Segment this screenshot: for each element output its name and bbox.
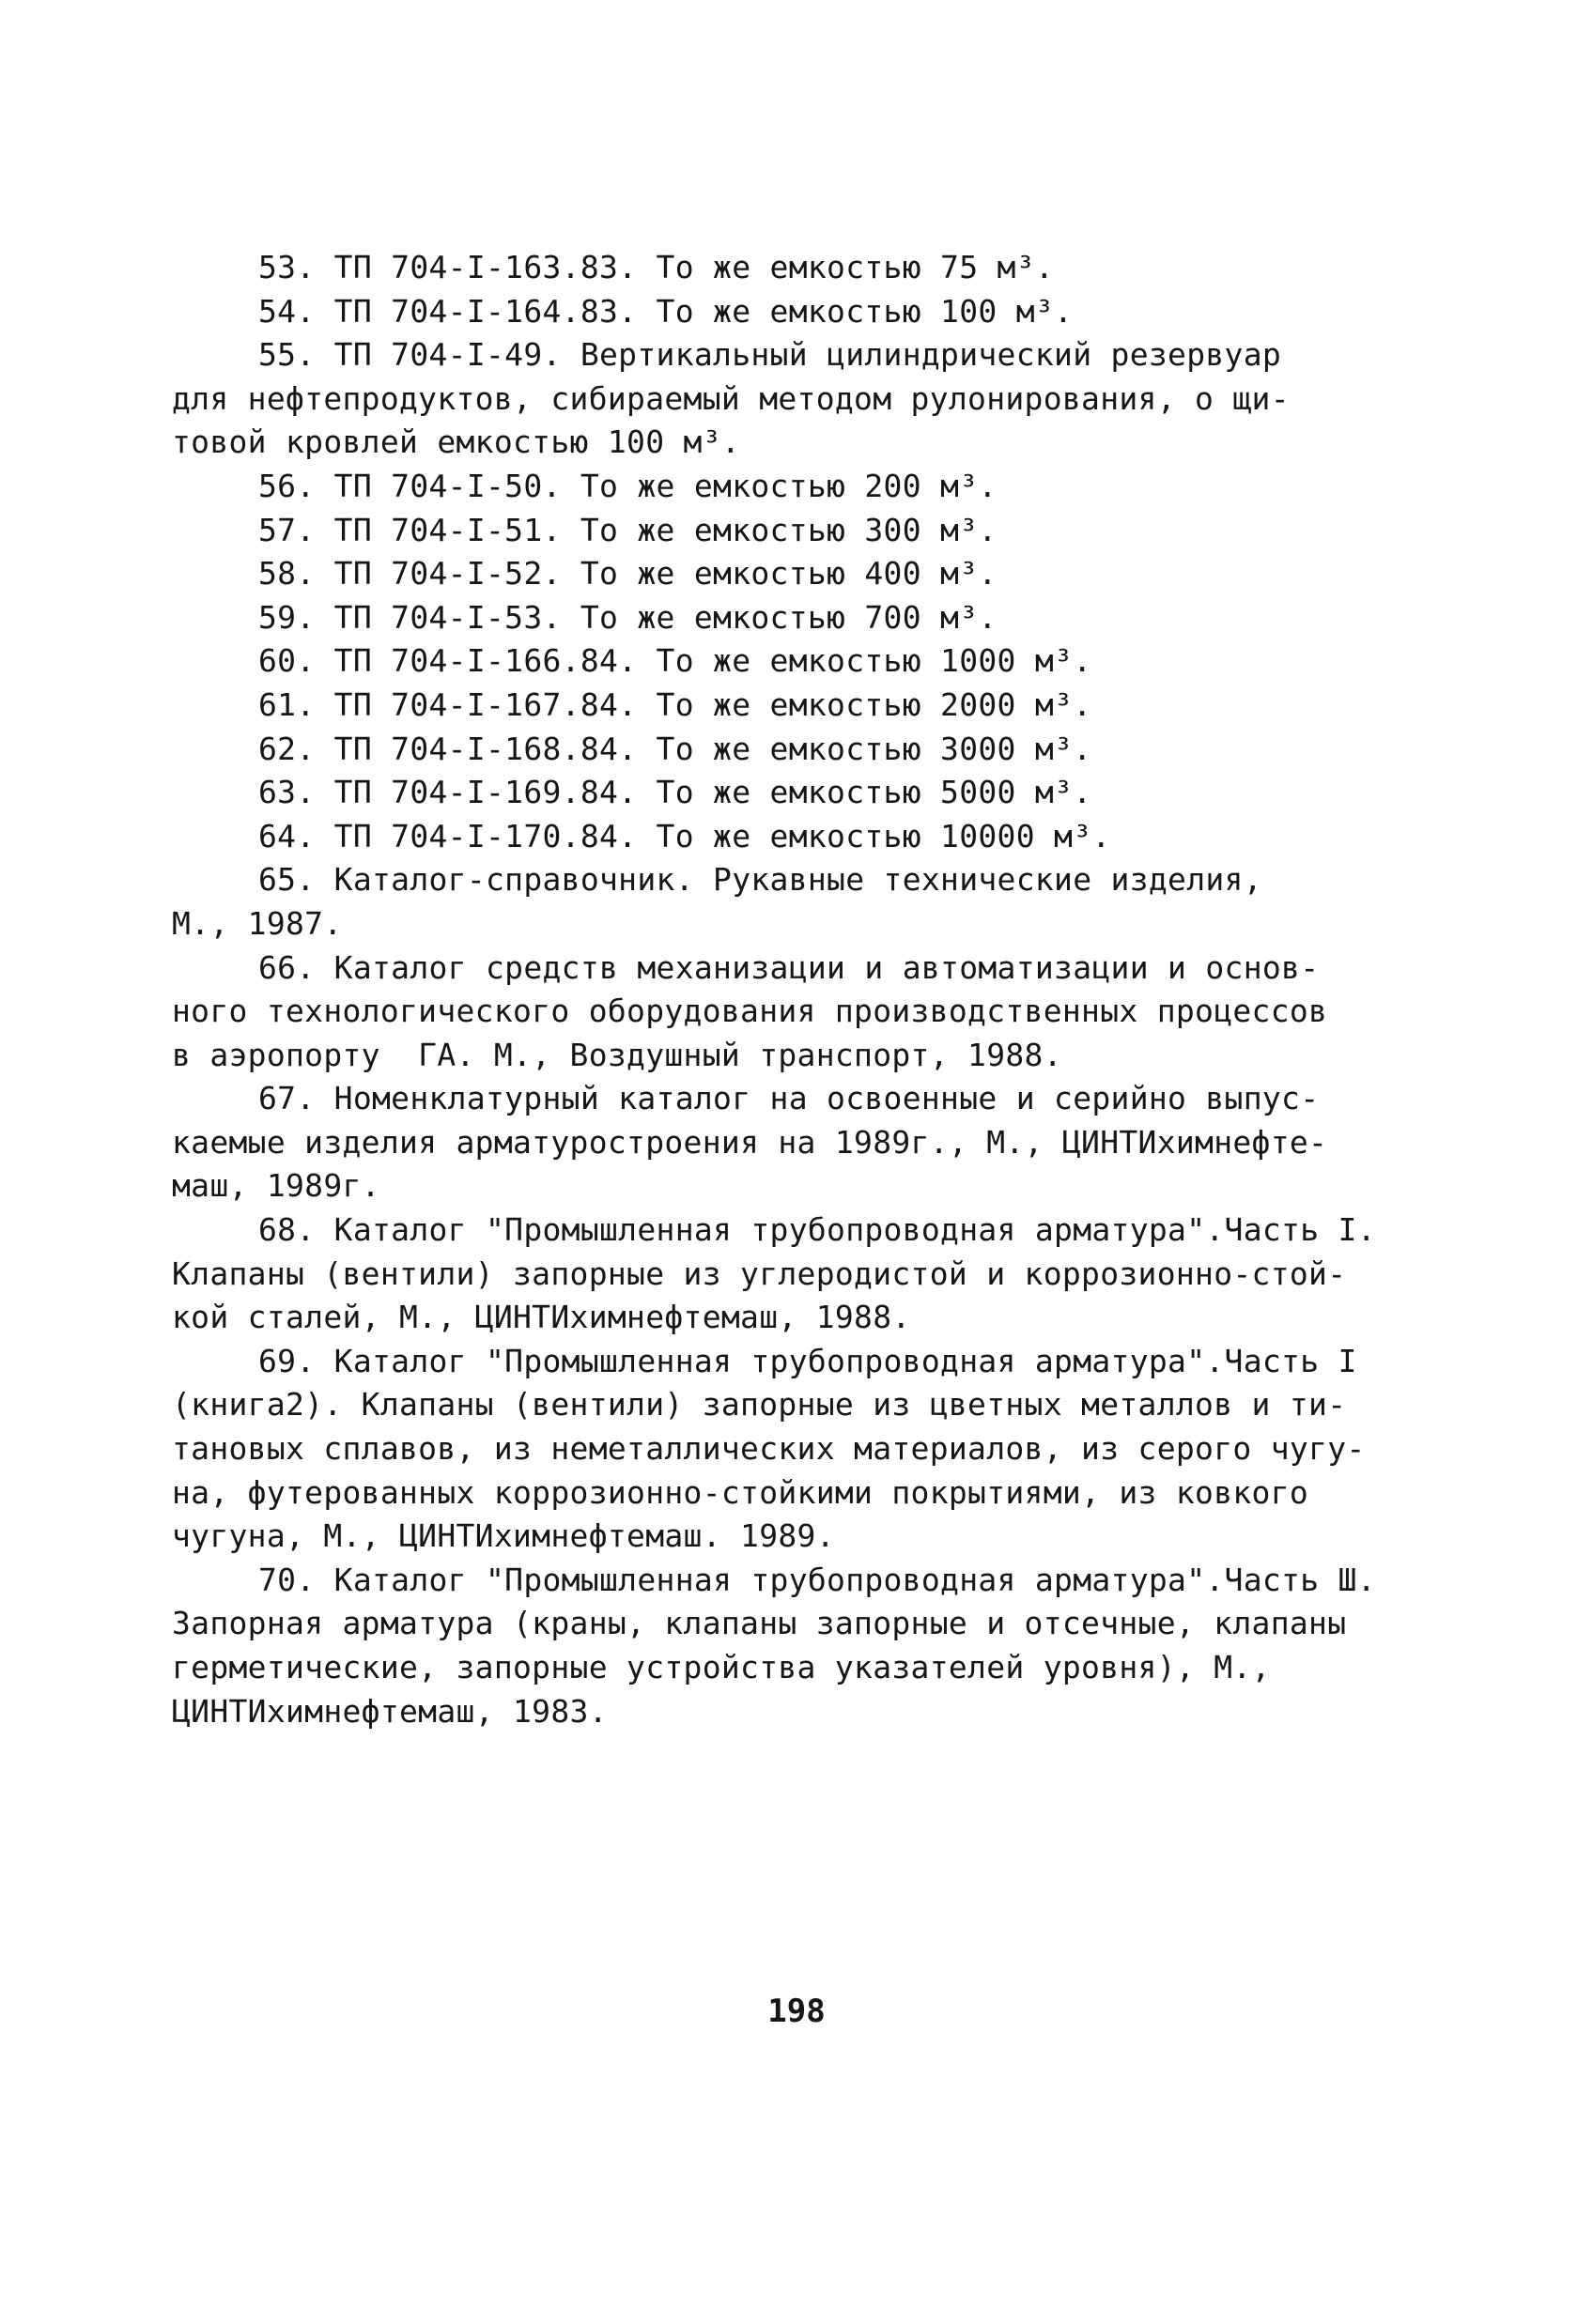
text-line: 53. ТП 704-I-163.83. То же емкостью 75 м³.: [258, 249, 1055, 285]
text-line: 54. ТП 704-I-164.83. То же емкостью 100 м³.: [258, 292, 1074, 330]
text-line: 61. ТП 704-I-167.84. То же емкостью 2000 м³.: [258, 685, 1092, 723]
text-line: 63. ТП 704-I-169.84. То же емкостью 5000 м³.: [258, 774, 1092, 811]
text-line: 65. Каталог-справочник. Рукавные технические изделия,: [258, 861, 1262, 899]
text-line: 58. ТП 704-I-52. То же емкостью 400 м³.: [258, 555, 998, 593]
text-line: товой кровлей емкостью 100 м³.: [172, 423, 741, 461]
text-line: 57. ТП 704-I-51. То же емкостью 300 м³.: [258, 511, 998, 548]
text-line: чугуна, М., ЦИНТИхимнефтемаш. 1989.: [172, 1517, 835, 1555]
text-line: 60. ТП 704-I-166.84. То же емкостью 1000 м³.: [258, 642, 1092, 680]
text-line: на, футерованных коррозионно-стойкими покрытиями, из ковкого: [172, 1473, 1309, 1511]
text-line: Клапаны (вентили) запорные из углеродистой и коррозионно-стой-: [172, 1254, 1347, 1292]
page-number: 198: [767, 1993, 826, 2030]
text-line: для нефтепродуктов, сибираемый методом рулонирования, о щи-: [172, 379, 1290, 417]
text-line: 66. Каталог средств механизации и автоматизации и основ-: [258, 948, 1320, 986]
text-line: 69. Каталог "Промышленная трубопроводная арматура".Часть I: [258, 1342, 1357, 1379]
text-line: герметические, запорные устройства указателей уровня), М.,: [172, 1649, 1271, 1685]
text-line: 64. ТП 704-I-170.84. То же емкостью 10000 м³.: [258, 817, 1111, 854]
text-line: маш, 1989г.: [172, 1167, 380, 1205]
text-line: 62. ТП 704-I-168.84. То же емкостью 3000 м³.: [258, 730, 1092, 767]
text-line: (книга2). Клапаны (вентили) запорные из цветных металлов и ти-: [172, 1386, 1347, 1424]
text-line: 67. Номенклатурный каталог на освоенные и серийно выпус-: [258, 1080, 1320, 1117]
text-line: ного технологического оборудования производственных процессов: [172, 993, 1328, 1030]
bibliography-list: [172, 246, 1376, 1733]
text-line: Запорная арматура (краны, клапаны запорные и отсечные, клапаны: [172, 1605, 1347, 1642]
text-line: каемые изделия арматуростроения на 1989г., М., ЦИНТИхимнефте-: [172, 1123, 1328, 1161]
text-line: 59. ТП 704-I-53. То же емкостью 700 м³.: [258, 598, 998, 636]
text-line: 70. Каталог "Промышленная трубопроводная арматура".Часть Ш.: [258, 1561, 1376, 1598]
text-line: ЦИНТИхимнефтемаш, 1983.: [172, 1692, 608, 1730]
text-line: кой сталей, М., ЦИНТИхимнефтемаш, 1988.: [172, 1299, 911, 1336]
text-line: М., 1987.: [172, 904, 343, 942]
text-line: в аэропорту ГА. М., Воздушный транспорт, 1988.: [172, 1036, 1062, 1073]
text-line: 56. ТП 704-I-50. То же емкостью 200 м³.: [258, 467, 998, 504]
text-line: 68. Каталог "Промышленная трубопроводная арматура".Часть I.: [258, 1211, 1376, 1249]
text-line: тановых сплавов, из неметаллических материалов, из серого чугу-: [172, 1430, 1366, 1468]
text-line: 55. ТП 704-I-49. Вертикальный цилиндрический резервуар: [258, 336, 1282, 374]
